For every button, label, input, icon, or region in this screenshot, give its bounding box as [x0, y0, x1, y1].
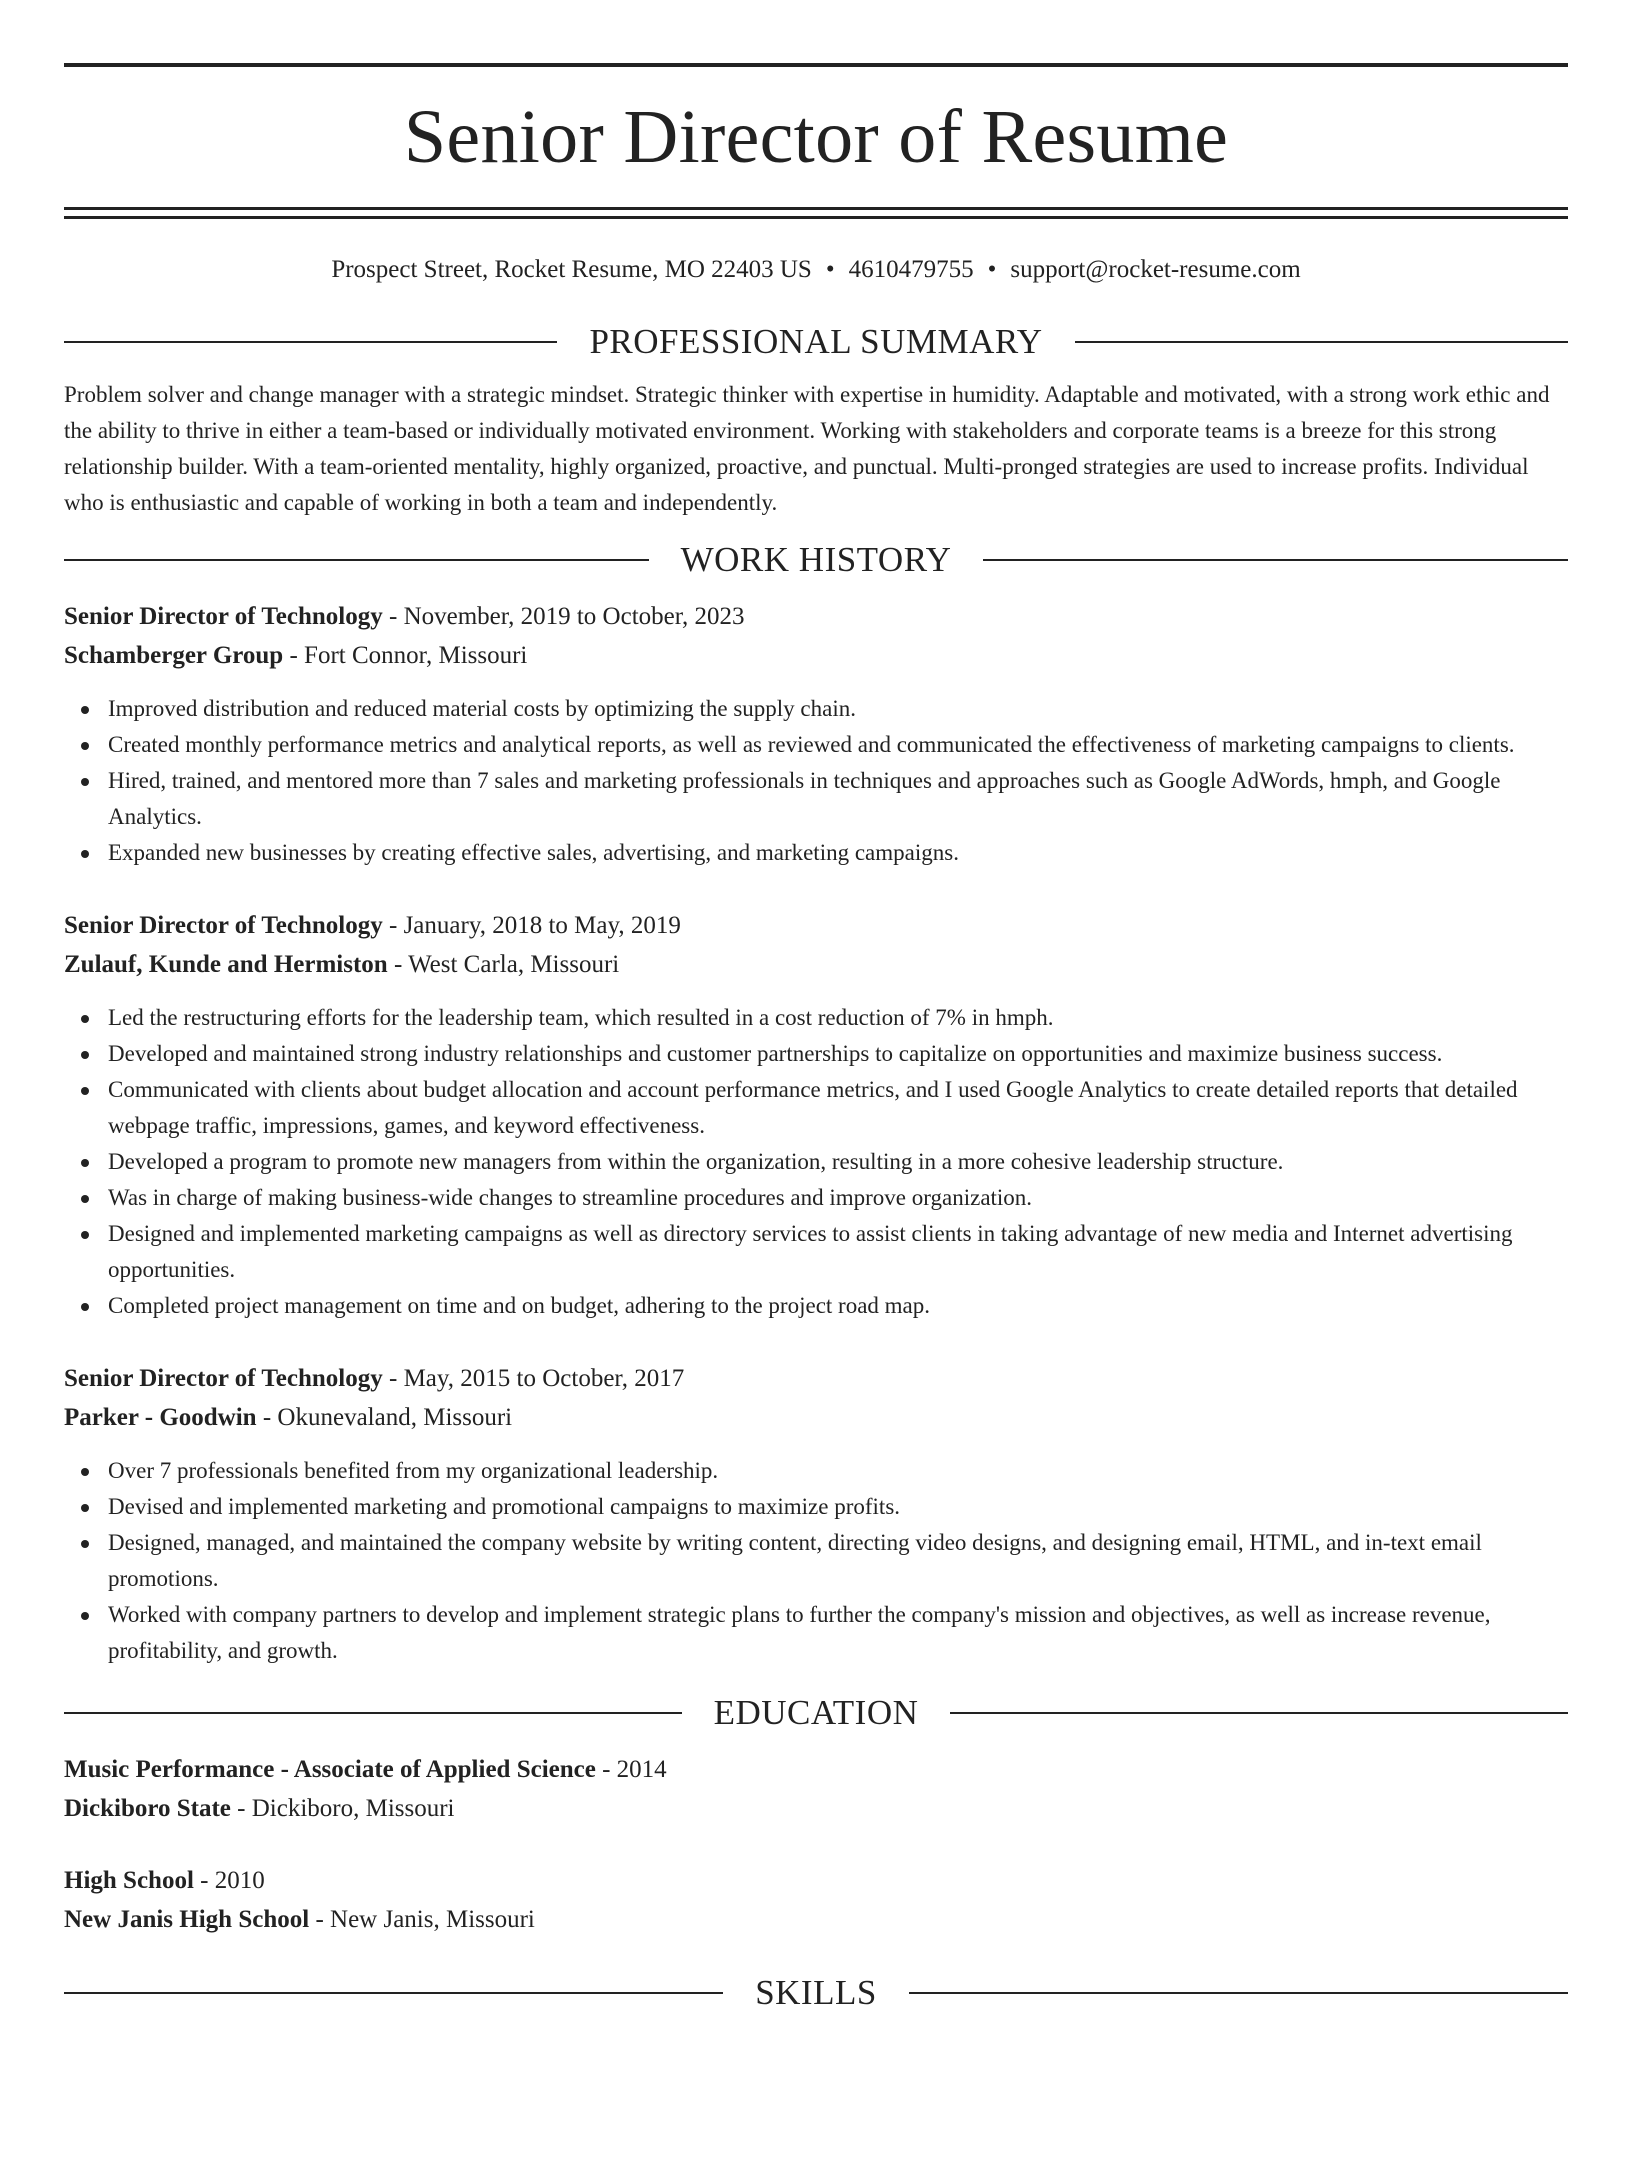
section-rule-left: [64, 341, 557, 343]
summary-text: Problem solver and change manager with a strategic mindset. Strategic thinker with expertise in humidity. Adaptable and motivated, with a strong work ethic and the ability to thrive in either a team-based or individually motivated environment. Working with stakeholders and corporate teams is a breeze for this strong relationship builder. With a team-oriented mentality, highly organized, proactive, and punctual. Multi-pronged strategies are used to increase profits. Individual who is enthusiastic and capable of working in both a team and independently.: [64, 382, 1550, 515]
section-rule-left: [64, 1712, 682, 1714]
job-entry: [64, 597, 1568, 871]
education-school-line: [64, 1900, 1568, 1939]
job-bullet: Led the restructuring efforts for the leadership team, which resulted in a cost reduction of 7% in hmph.: [108, 1000, 1568, 1036]
job-title: Senior Director of Technology: [64, 1365, 383, 1392]
job-bullet-list: [64, 691, 1568, 871]
education-location: Dickiboro, Missouri: [251, 1795, 455, 1822]
section-header-summary: [64, 320, 1568, 364]
job-bullet: Communicated with clients about budget allocation and account performance metrics, and I used Google Analytics to create detailed reports that detailed webpage traffic, impressions, games, and keyword effectiveness.: [108, 1072, 1568, 1144]
separator-dash: -: [382, 1365, 404, 1392]
section-rule-right: [983, 559, 1568, 561]
education-degree: High School: [64, 1867, 194, 1894]
job-bullet: Designed and implemented marketing campaigns as well as directory services to assist clients in taking advantage of new media and Internet advertising opportunities.: [108, 1216, 1568, 1288]
resume-page: [0, 63, 1632, 2175]
section-header-work-history: [64, 538, 1568, 582]
education-year: 2014: [616, 1756, 667, 1783]
section-rule-right: [909, 1992, 1568, 1994]
education-school: Dickiboro State: [64, 1795, 231, 1822]
section-rule-left: [64, 559, 649, 561]
separator-dash: -: [382, 603, 404, 630]
separator-dash: -: [595, 1756, 617, 1783]
separator-dash: -: [256, 1404, 278, 1431]
job-company: Schamberger Group: [64, 642, 284, 669]
job-bullet: Created monthly performance metrics and analytical reports, as well as reviewed and communicated the effectiveness of marketing campaigns to clients.: [108, 727, 1568, 763]
contact-email: support@rocket-resume.com: [1010, 256, 1301, 283]
job-company: Zulauf, Kunde and Hermiston: [64, 951, 388, 978]
section-rule-left: [64, 1992, 723, 1994]
job-title-line: [64, 1359, 1568, 1398]
job-dates: January, 2018 to May, 2019: [403, 912, 681, 939]
job-bullet: Developed and maintained strong industry relationships and customer partnerships to capitalize on opportunities and maximize business success.: [108, 1036, 1568, 1072]
job-dates: November, 2019 to October, 2023: [403, 603, 745, 630]
job-company-line: [64, 1398, 1568, 1437]
job-title: Senior Director of Technology: [64, 912, 383, 939]
separator-dash: -: [387, 951, 409, 978]
job-bullet: Over 7 professionals benefited from my organizational leadership.: [108, 1453, 1568, 1489]
education-year: 2010: [214, 1867, 265, 1894]
job-title: Senior Director of Technology: [64, 603, 383, 630]
section-rule-right: [950, 1712, 1568, 1714]
job-bullet: Worked with company partners to develop and implement strategic plans to further the company's mission and objectives, as well as increase revenue, profitability, and growth.: [108, 1597, 1568, 1669]
education-school: New Janis High School: [64, 1906, 310, 1933]
separator-dash: -: [309, 1906, 331, 1933]
section-title-summary: PROFESSIONAL SUMMARY: [589, 322, 1043, 361]
education-list: [64, 1750, 1568, 1939]
contact-address: Prospect Street, Rocket Resume, MO 22403 US: [331, 256, 812, 283]
contact-phone: 4610479755: [848, 256, 974, 283]
double-rule: [64, 207, 1568, 219]
education-school-line: [64, 1789, 1568, 1828]
job-bullet: Expanded new businesses by creating effective sales, advertising, and marketing campaigns.: [108, 835, 1568, 871]
education-degree-line: [64, 1861, 1568, 1900]
job-location: Fort Connor, Missouri: [304, 642, 528, 669]
separator-dash: -: [193, 1867, 215, 1894]
section-title-skills: SKILLS: [755, 1973, 877, 2012]
separator-dash: -: [382, 912, 404, 939]
education-entry: [64, 1861, 1568, 1939]
job-bullet: Improved distribution and reduced material costs by optimizing the supply chain.: [108, 691, 1568, 727]
contact-separator: •: [825, 256, 835, 283]
job-title-line: [64, 597, 1568, 636]
job-dates: May, 2015 to October, 2017: [403, 1365, 685, 1392]
job-bullet: Completed project management on time and on budget, adhering to the project road map.: [108, 1288, 1568, 1324]
job-location: West Carla, Missouri: [408, 951, 620, 978]
section-title-work-history: WORK HISTORY: [680, 540, 952, 579]
job-bullet-list: [64, 1453, 1568, 1669]
job-bullet: Designed, managed, and maintained the company website by writing content, directing video designs, and designing email, HTML, and in-text email promotions.: [108, 1525, 1568, 1597]
job-entry: [64, 906, 1568, 1324]
education-degree-line: [64, 1750, 1568, 1789]
job-company-line: [64, 636, 1568, 675]
job-title-line: [64, 906, 1568, 945]
section-header-education: [64, 1691, 1568, 1735]
job-entry: [64, 1359, 1568, 1669]
job-bullet: Devised and implemented marketing and promotional campaigns to maximize profits.: [108, 1489, 1568, 1525]
separator-dash: -: [283, 642, 305, 669]
section-title-education: EDUCATION: [713, 1693, 919, 1732]
education-entry: [64, 1750, 1568, 1828]
education-degree: Music Performance - Associate of Applied Science: [64, 1756, 596, 1783]
resume-name: Senior Director of Resume: [403, 95, 1229, 179]
work-history-list: [64, 597, 1568, 1669]
job-bullet: Developed a program to promote new managers from within the organization, resulting in a more cohesive leadership structure.: [108, 1144, 1568, 1180]
contact-line: [64, 253, 1568, 287]
job-company-line: [64, 945, 1568, 984]
job-company: Parker - Goodwin: [64, 1404, 257, 1431]
contact-separator: •: [987, 256, 997, 283]
job-bullet: Was in charge of making business-wide changes to streamline procedures and improve organization.: [108, 1180, 1568, 1216]
section-rule-right: [1075, 341, 1568, 343]
top-rule: [64, 63, 1568, 67]
section-header-skills: [64, 1971, 1568, 2015]
job-location: Okunevaland, Missouri: [277, 1404, 513, 1431]
education-location: New Janis, Missouri: [330, 1906, 535, 1933]
job-bullet-list: [64, 1000, 1568, 1324]
job-bullet: Hired, trained, and mentored more than 7 sales and marketing professionals in techniques and approaches such as Google AdWords, hmph, and Google Analytics.: [108, 763, 1568, 835]
separator-dash: -: [230, 1795, 252, 1822]
